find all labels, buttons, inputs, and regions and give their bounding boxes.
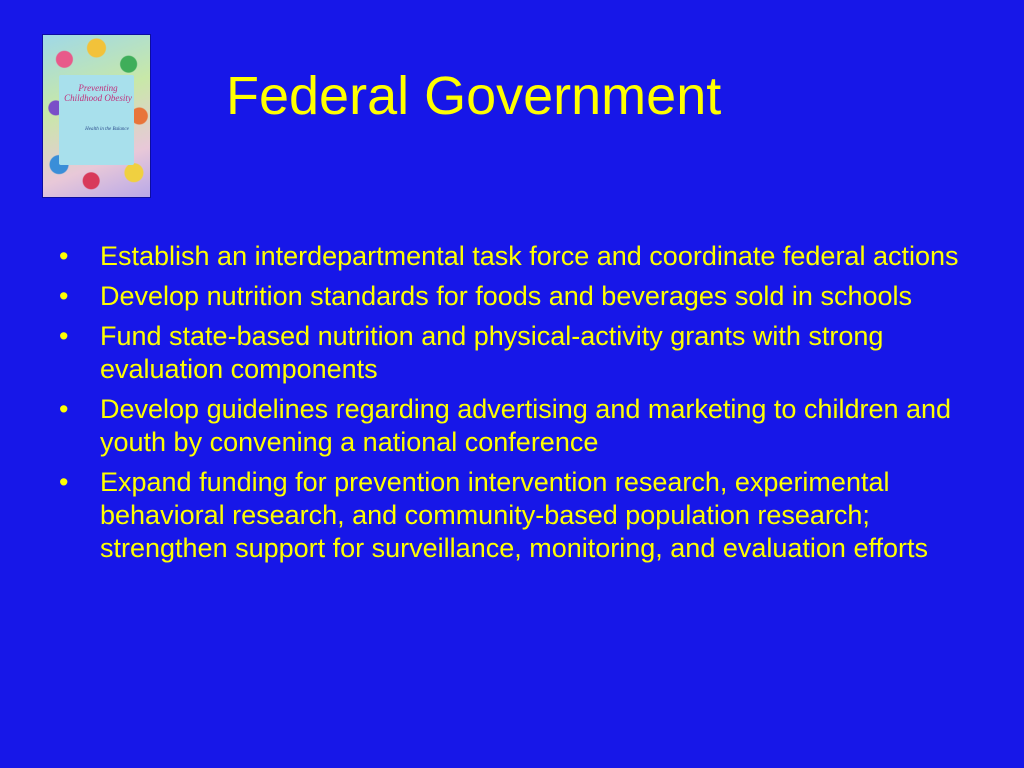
bullet-icon: •	[59, 241, 69, 271]
bullet-text: Fund state-based nutrition and physical-activity grants with strong evaluation components	[100, 321, 884, 384]
bullet-item	[59, 466, 979, 565]
slide-title: Federal Government	[226, 66, 722, 126]
bullet-text: Expand funding for prevention intervention research, experimental behavioral research, and community-based population research; strengthen support for surveillance, monitoring, and evaluation efforts	[100, 467, 928, 563]
bullet-icon: •	[59, 321, 69, 351]
bullet-item	[59, 393, 979, 459]
bullet-icon: •	[59, 281, 69, 311]
bullet-item	[59, 280, 979, 313]
bullet-item	[59, 320, 979, 386]
bullet-item	[59, 240, 979, 273]
bullet-text: Develop nutrition standards for foods and beverages sold in schools	[100, 281, 912, 311]
book-cover-image	[43, 35, 150, 197]
cover-title: Preventing Childhood Obesity	[64, 83, 132, 103]
bullet-text: Establish an interdepartmental task force and coordinate federal actions	[100, 241, 959, 271]
bullet-text: Develop guidelines regarding advertising and marketing to children and youth by convening a national conference	[100, 394, 952, 457]
bullet-list	[59, 240, 979, 572]
cover-subtitle: Health in the Balance	[85, 127, 129, 132]
bullet-icon: •	[59, 394, 69, 424]
bullet-icon: •	[59, 467, 69, 497]
